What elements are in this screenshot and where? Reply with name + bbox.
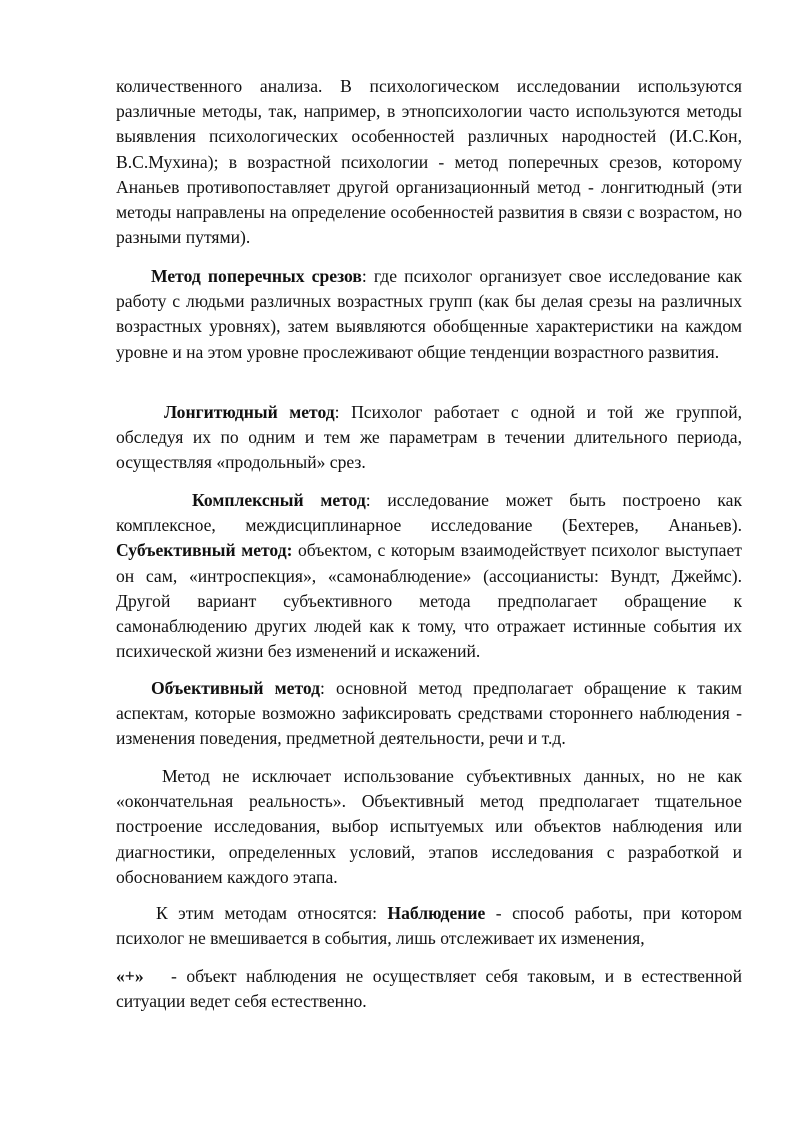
term-longitudinal-method: Лонгитюдный метод [164,402,335,422]
paragraph-method-note [116,764,742,890]
paragraph-text: : исследование может быть построено как комплексное, междисциплинарное исследование (Бехтерев, Ананьев). [116,490,742,536]
term-subjective-method: Субъективный метод: [116,540,293,561]
paragraph-plus-item [116,964,742,1014]
paragraph-intro [116,74,742,250]
paragraph-text: Метод не исключает использование субъективных данных, но не как «окончательная реальность». Объективный метод предполагает тщательное построение исследования, выбор испытуемых или объектов наблюдения или диагностики, определенных условий, этапов исследования с разработкой и обоснованием каждого этапа. [116,766,742,887]
paragraph-objective-method [116,676,742,752]
paragraph-text: - объект наблюдения не осуществляет себя таковым, и в естественной ситуации ведет себя естественно. [116,966,742,1012]
paragraph-complex-method [116,488,742,664]
paragraph-text: : где психолог организует свое исследование как работу с людьми различных возрастных групп (как бы делая срезы на различных возрастных уровнях), затем выявляются обобщенные характеристики на каждом уровне и на этом уровне прослеживают общие тенденции возрастного развития. [116,266,743,362]
paragraph-text: объектом, с которым взаимодействует психолог выступает он сам, «интроспекция», «самонаблюдение» (ассоцианисты: Вундт, Джеймс). Другой вариант субъективного метода предполагает обращение к самонаблюдению других людей как к тому, что отражает истинные события их психической жизни без изменений и искажений. [116,540,742,662]
paragraph-text: : основной метод предполагает обращение к таким аспектам, которые возможно зафиксировать средствами стороннего наблюдения - изменения поведения, предметной деятельности, речи и т.д. [116,678,742,749]
term-complex-method: Комплексный метод [192,490,366,510]
paragraph-text: количественного анализа. В психологическом исследовании используются различные методы, так, например, в этнопсихологии часто используются методы выявления психологических особенностей различных народностей (И.С.Кон, В.С.Мухина); в возрастной психологии - метод поперечных срезов, которому Ананьев противопоставляет другой организационный метод - лонгитюдный (эти методы направлены на определение особенностей развития в связи с возрастом, но разными путями). [116,76,742,248]
plus-marker: «+» [116,966,144,986]
paragraph-cross-section-method [116,264,742,365]
term-objective-method: Объективный метод [151,678,321,698]
paragraph-lead: К этим методам относятся: [156,903,388,923]
paragraph-text: - способ работы, при котором психолог не вмешивается в события, лишь отслеживает их изменения, [116,903,743,949]
term-cross-section-method: Метод поперечных срезов [151,266,362,286]
term-observation: Наблюдение [387,903,486,923]
paragraph-observation [116,901,742,951]
paragraph-text: : Психолог работает с одной и той же группой, обследуя их по одним и тем же параметрам в течении длительного периода, осуществляя «продольный» срез. [116,402,743,473]
paragraph-longitudinal-method [116,400,742,476]
